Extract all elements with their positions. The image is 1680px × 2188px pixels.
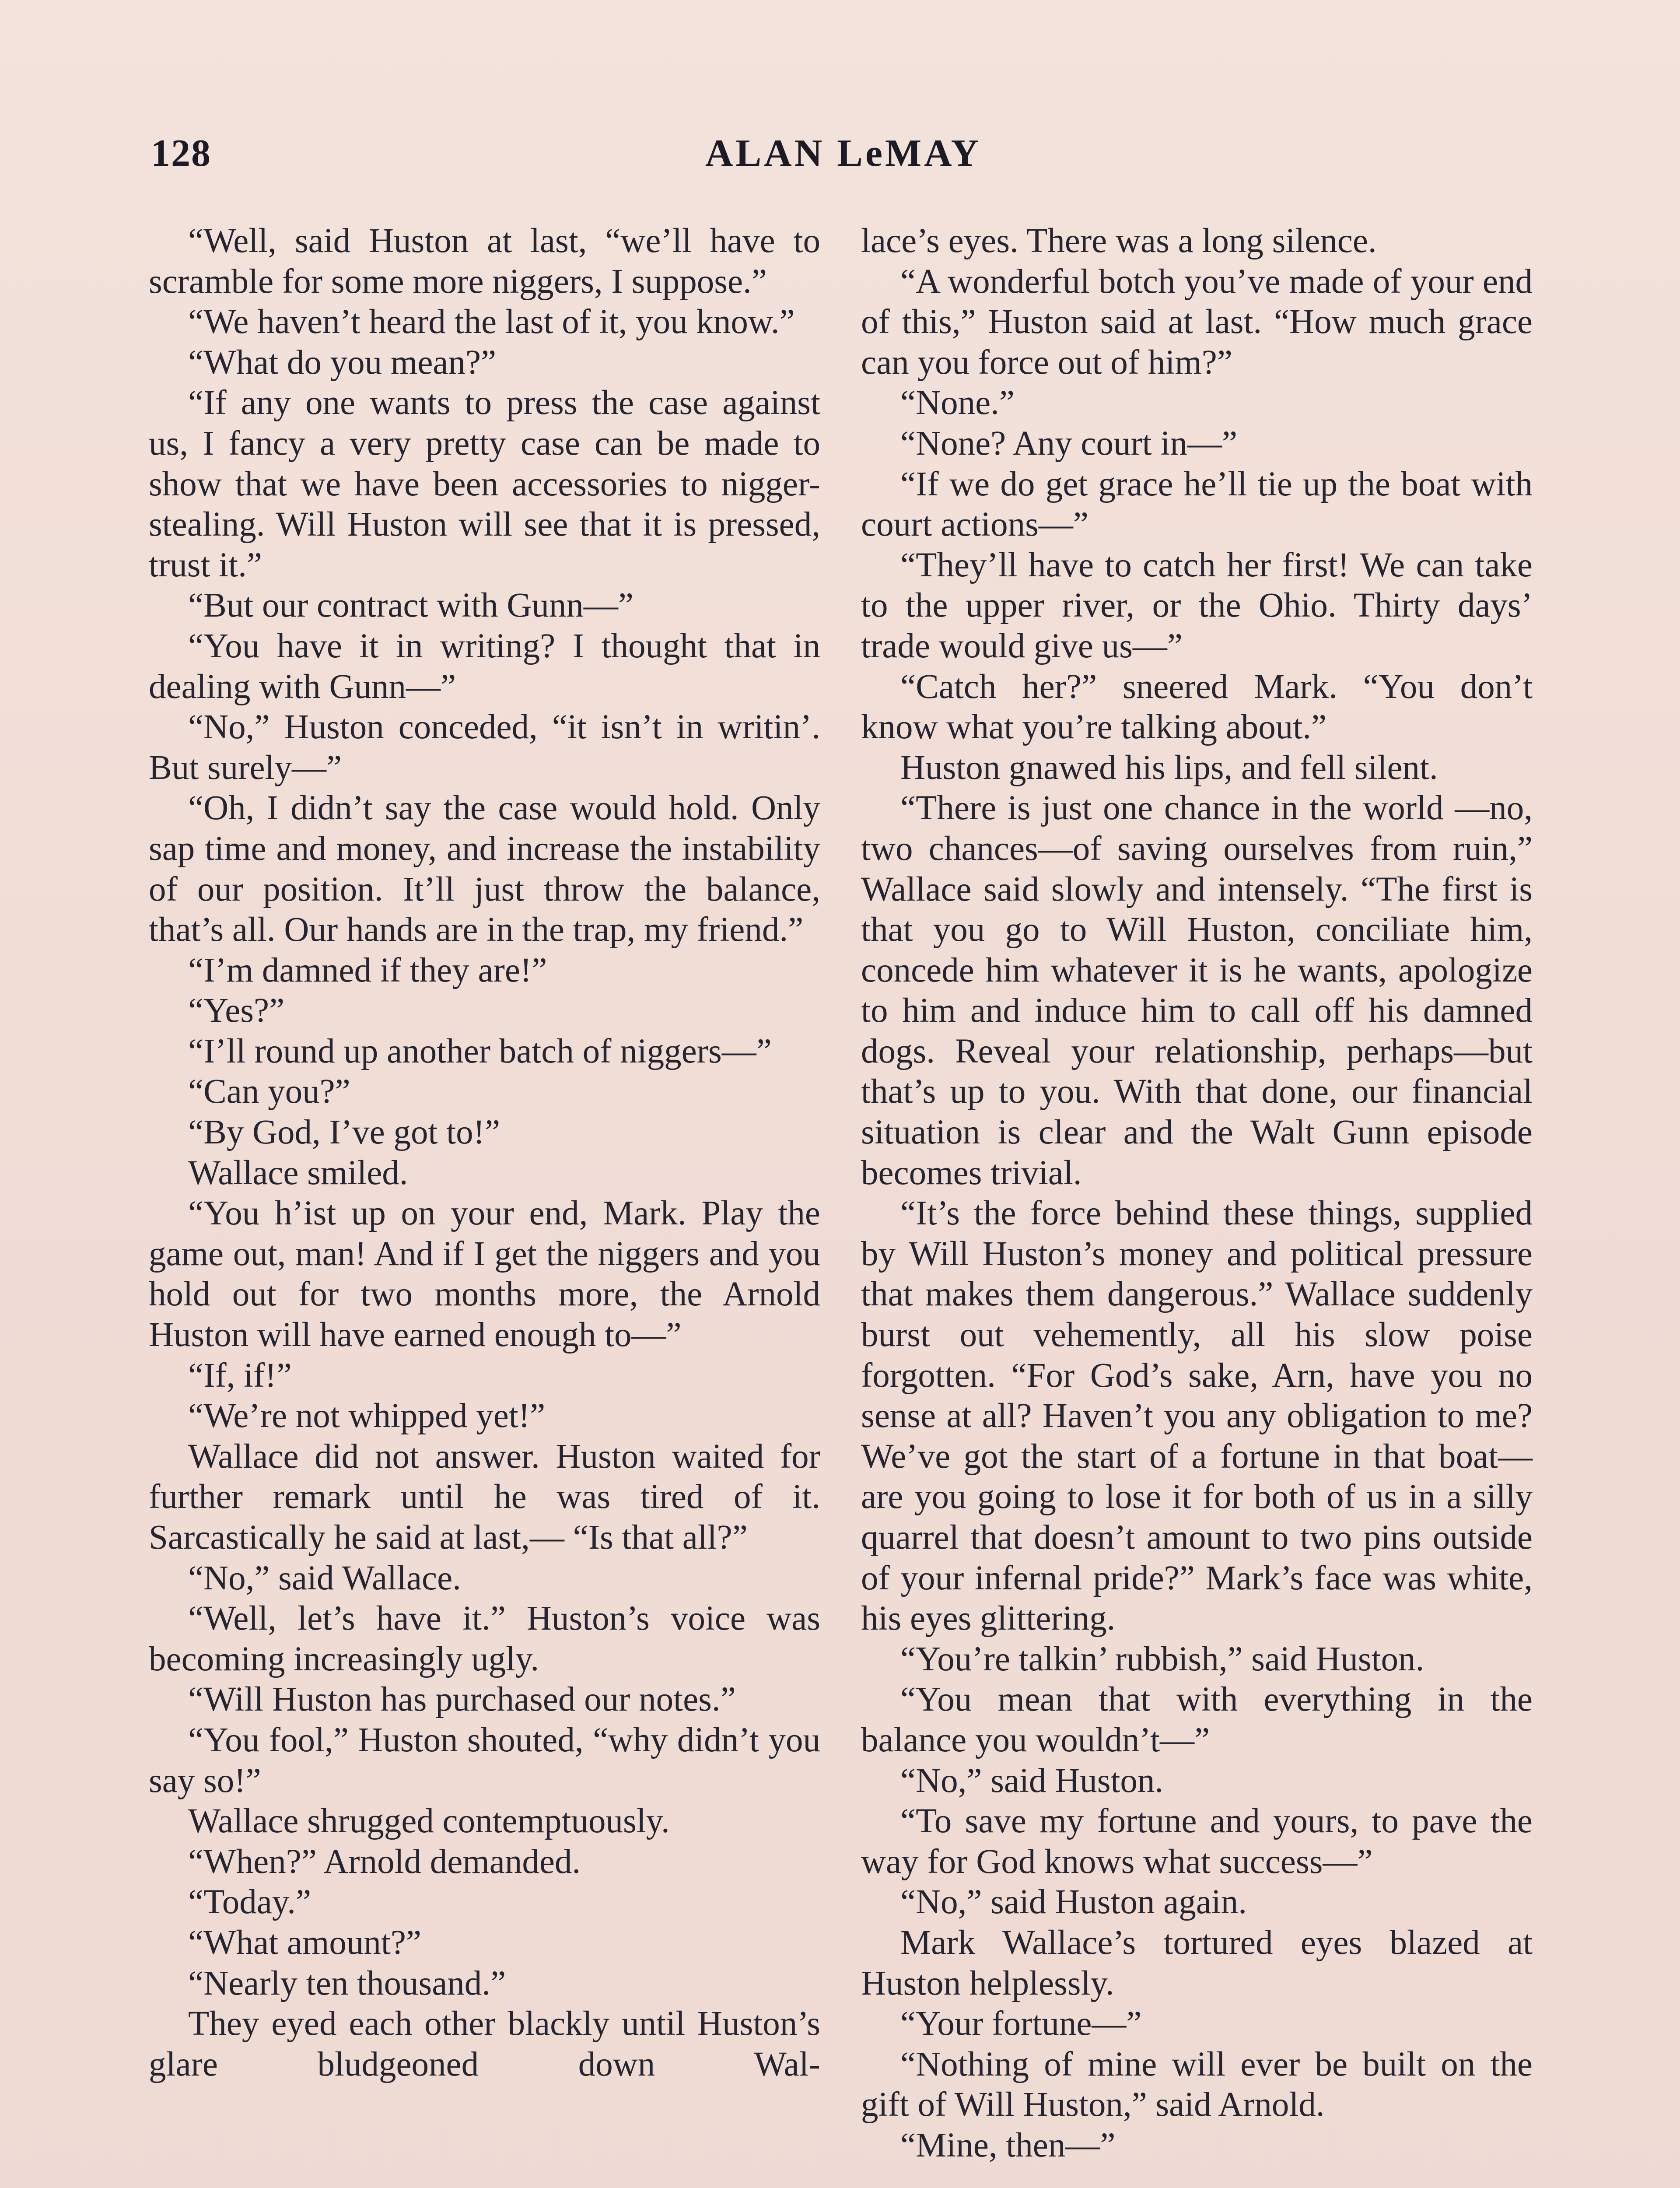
paragraph: “None? Any court in—” <box>900 424 1238 463</box>
paragraph: “No,” said Huston. <box>900 1761 1164 1800</box>
paragraph: “You h’ist up on your end, Mark. Play the game out, man! And if I get the niggers and you hold out for two months more, the Arnold Huston will have earned enough to—” <box>149 1194 820 1354</box>
page-number: 128 <box>151 132 211 175</box>
right-column <box>861 221 1533 2166</box>
paragraph: Mark Wallace’s tortured eyes blazed at Huston helplessly. <box>861 1923 1533 2002</box>
paragraph: “Nothing of mine will ever be built on the gift of Will Huston,” said Arnold. <box>861 2045 1533 2124</box>
paragraph: “Yes?” <box>188 992 285 1030</box>
paragraph: “What do you mean?” <box>188 343 497 382</box>
paragraph: “You fool,” Huston shouted, “why didn’t you say so!” <box>149 1721 820 1800</box>
paragraph: “You have it in writing? I thought that in dealing with Gunn—” <box>149 627 820 706</box>
paragraph: Wallace smiled. <box>188 1154 408 1192</box>
running-head: ALAN LeMAY <box>705 132 982 175</box>
paragraph: “Catch her?” sneered Mark. “You don’t know what you’re talking about.” <box>861 667 1533 747</box>
paragraph: “We’re not whipped yet!” <box>188 1397 546 1435</box>
paragraph: “Well, said Huston at last, “we’ll have to scramble for some more niggers, I suppose.” <box>149 222 820 301</box>
paragraph: “We haven’t heard the last of it, you know.” <box>188 303 795 341</box>
paragraph: “I’m damned if they are!” <box>188 951 547 989</box>
paragraph: Huston gnawed his lips, and fell silent. <box>900 748 1438 787</box>
paragraph: “There is just one chance in the world —no, two chances—of saving ourselves from ruin,” Wallace said slowly and intensely. “The first is that you go to Will Huston, conciliate him, concede him whatever it is he wants, apologize to him and induce him to call off his damned dogs. Reveal your relationship, perhaps—but that’s up to you. With that done, our financial situation is clear and the Walt Gunn episode becomes trivial. <box>861 789 1533 1192</box>
paragraph: Wallace did not answer. Huston waited for further remark until he was tired of it. Sarcastically he said at last,— “Is that all?” <box>149 1437 820 1557</box>
paragraph: “But our contract with Gunn—” <box>188 586 634 625</box>
paragraph: Wallace shrugged contemptuously. <box>188 1802 670 1841</box>
paragraph: “Nearly ten thousand.” <box>188 1964 506 2002</box>
paragraph: “When?” Arnold demanded. <box>188 1842 581 1881</box>
paragraph: “Will Huston has purchased our notes.” <box>188 1680 736 1719</box>
paragraph: “You’re talkin’ rubbish,” said Huston. <box>900 1640 1424 1678</box>
paragraph: “They’ll have to catch her first! We can take to the upper river, or the Ohio. Thirty days’ trade would give us—” <box>861 546 1533 665</box>
paragraph: “Can you?” <box>188 1073 350 1111</box>
paragraph: “If, if!” <box>188 1356 292 1395</box>
paragraph: “None.” <box>900 384 1015 422</box>
paragraph: “What amount?” <box>188 1923 421 1962</box>
paragraph: “Oh, I didn’t say the case would hold. Only sap time and money, and increase the instability of our position. It’ll just throw the balance, that’s all. Our hands are in the trap, my friend.” <box>149 789 820 949</box>
paragraph: lace’s eyes. There was a long silence. <box>861 222 1377 260</box>
paragraph: “It’s the force behind these things, supplied by Will Huston’s money and political pressure that makes them dangerous.” Wallace suddenly burst out vehemently, all his slow poise forgotten. “For God’s sake, Arn, have you no sense at all? Haven’t you any obligation to me? We’ve got the start of a fortune in that boat—are you going to lose it for both of us in a silly quarrel that doesn’t amount to two pins outside of your infernal pride?” Mark’s face was white, his eyes glittering. <box>861 1194 1533 1638</box>
paragraph: “Today.” <box>188 1883 312 1922</box>
page-header <box>151 131 1536 179</box>
paragraph: “No,” said Huston again. <box>900 1883 1247 1922</box>
paragraph: “I’ll round up another batch of niggers—” <box>188 1032 772 1070</box>
paragraph: “Well, let’s have it.” Huston’s voice was becoming increasingly ugly. <box>149 1599 820 1678</box>
paragraph: “Your fortune—” <box>900 2005 1142 2043</box>
left-column <box>149 221 820 2085</box>
paragraph: “By God, I’ve got to!” <box>188 1113 500 1152</box>
paragraph: “If we do get grace he’ll tie up the boat with court actions—” <box>861 465 1533 544</box>
paragraph: “No,” Huston conceded, “it isn’t in writin’. But surely—” <box>149 708 820 787</box>
paragraph: “No,” said Wallace. <box>188 1559 461 1597</box>
paragraph: “To save my fortune and yours, to pave the way for God knows what success—” <box>861 1802 1533 1881</box>
paragraph: They eyed each other blackly until Huston’s glare bludgeoned down Wal- <box>149 2005 820 2083</box>
paragraph: “If any one wants to press the case against us, I fancy a very pretty case can be made to show that we have been accessories to nigger-stealing. Will Huston will see that it is pressed, trust it.” <box>149 384 820 584</box>
paragraph: “You mean that with everything in the balance you wouldn’t—” <box>861 1680 1533 1759</box>
paragraph: “Mine, then—” <box>900 2126 1116 2164</box>
paragraph: “A wonderful botch you’ve made of your end of this,” Huston said at last. “How much grace can you force out of him?” <box>861 262 1533 382</box>
